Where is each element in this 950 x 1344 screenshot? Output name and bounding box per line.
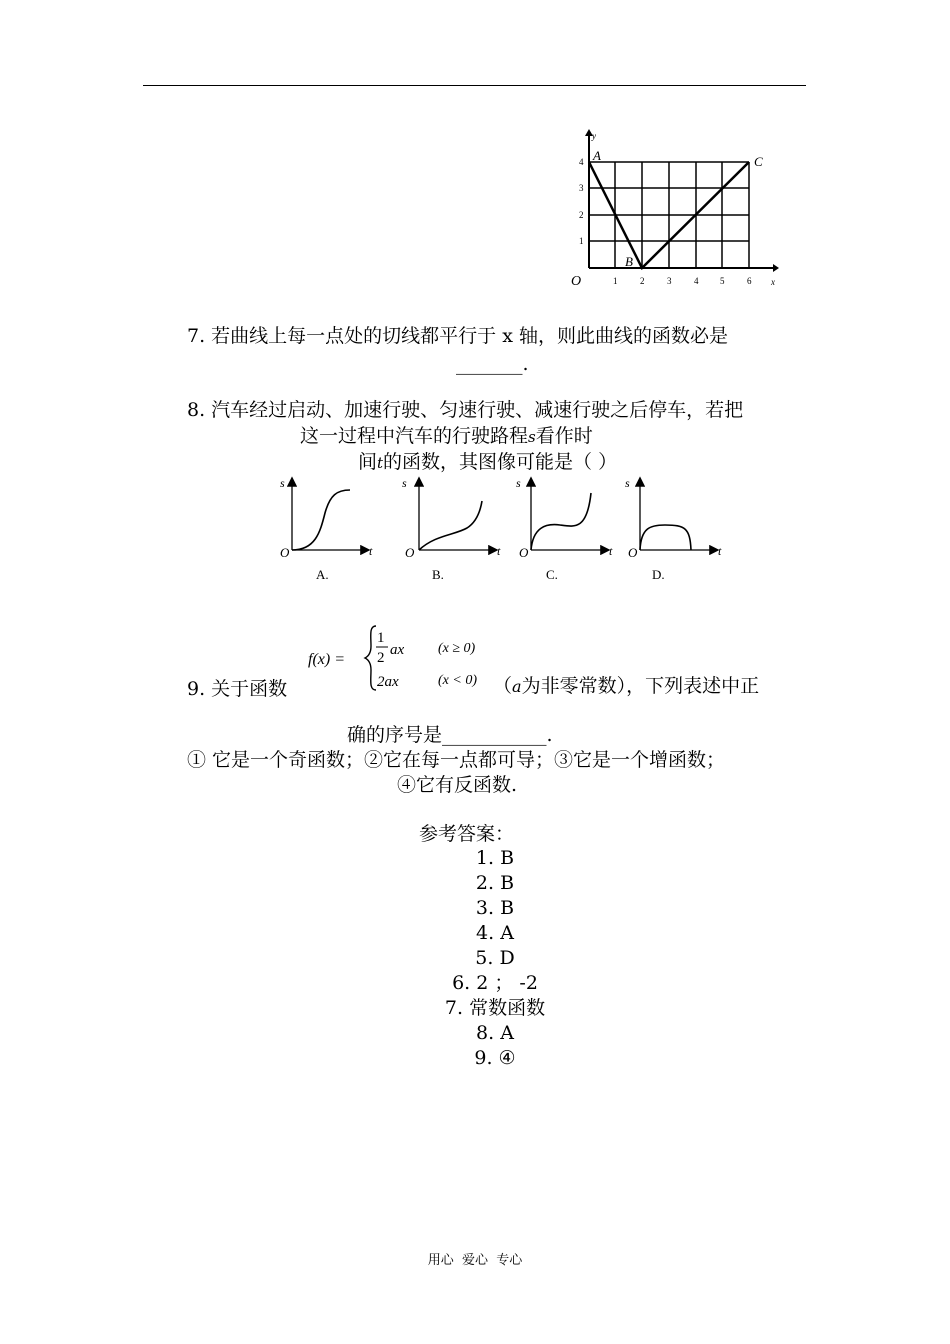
svg-text:O: O <box>628 545 638 560</box>
answer-item: 4. A <box>476 922 514 944</box>
svg-text:s: s <box>516 476 521 490</box>
answer-item: 9. ④ <box>474 1047 516 1069</box>
answer-item: 1. B <box>475 847 515 869</box>
svg-text:O: O <box>519 545 529 560</box>
q9-line2: 确的序号是___________. <box>347 724 553 746</box>
y-tick: 4 <box>579 157 584 167</box>
q7-line2: _______. <box>456 353 529 375</box>
svg-text:t: t <box>609 544 613 558</box>
origin-label: O <box>571 274 582 289</box>
graph-c <box>516 476 613 582</box>
graph-a <box>280 476 373 582</box>
svg-text:t: t <box>718 544 722 558</box>
y-tick: 2 <box>579 210 584 220</box>
x-tick: 5 <box>720 276 725 286</box>
point-b-label: B <box>625 254 633 269</box>
answer-item: 2. B <box>475 872 515 894</box>
graph-a-label: A. <box>316 567 329 582</box>
answers-list <box>395 846 595 1071</box>
graph-d <box>625 476 722 582</box>
svg-text:s: s <box>625 476 630 490</box>
x-tick: 1 <box>613 276 618 286</box>
header-rule <box>143 85 806 86</box>
svg-text:t: t <box>497 544 501 558</box>
x-axis-label: x <box>771 277 775 287</box>
svg-text:ax: ax <box>390 642 405 658</box>
abc-graph-figure <box>565 128 780 293</box>
answer-item: 7. 常数函数 <box>444 997 546 1019</box>
svg-text:t: t <box>369 544 373 558</box>
x-tick: 2 <box>640 276 645 286</box>
answers-title: 参考答案： <box>419 823 515 845</box>
y-tick: 1 <box>579 236 584 246</box>
q9-suffix: （a为非零常数），下列表述中正 <box>493 675 760 697</box>
y-tick: 3 <box>579 183 584 193</box>
q8-line1: 8. 汽车经过启动、加速行驶、匀速行驶、减速行驶之后停车，若把 <box>187 399 744 421</box>
graph-d-label: D. <box>652 567 665 582</box>
graph-b <box>402 476 501 582</box>
answer-item: 6. 2 ； -2 <box>452 972 538 994</box>
x-tick: 3 <box>667 276 672 286</box>
q9-prefix: 9. 关于函数 <box>187 678 288 700</box>
svg-text:2: 2 <box>377 650 385 666</box>
svg-text:s: s <box>402 476 407 490</box>
svg-text:2ax: 2ax <box>377 674 399 690</box>
graph-b-label: B. <box>432 567 444 582</box>
q8-graphs <box>275 473 735 588</box>
svg-text:1: 1 <box>377 630 385 646</box>
svg-text:s: s <box>280 476 285 490</box>
q9-line3: ① 它是一个奇函数；②它在每一点都可导；③它是一个增函数； <box>187 749 726 771</box>
q9-piecewise-function <box>305 622 505 694</box>
q8-line3: 间t的函数，其图像可能是（ ） <box>358 451 618 473</box>
answer-item: 5. D <box>475 947 515 969</box>
page-footer: 用心 爱心 专心 <box>427 1253 523 1268</box>
svg-text:O: O <box>280 545 290 560</box>
x-tick: 6 <box>747 276 752 286</box>
svg-text:f(x) =: f(x) = <box>308 651 345 668</box>
graph-c-label: C. <box>546 567 558 582</box>
svg-text:O: O <box>405 545 415 560</box>
y-axis-label: y <box>592 131 596 141</box>
point-a-label: A <box>593 148 601 163</box>
answer-item: 3. B <box>475 897 515 919</box>
q8-line2: 这一过程中汽车的行驶路程s看作时 <box>300 425 593 447</box>
x-tick: 4 <box>694 276 699 286</box>
q7-line1: 7. 若曲线上每一点处的切线都平行于 x 轴，则此曲线的函数必是 <box>187 325 728 347</box>
svg-text:(x < 0): (x < 0) <box>438 673 477 688</box>
q9-line4: ④它有反函数. <box>397 774 518 796</box>
point-c-label: C <box>754 154 763 169</box>
svg-text:(x ≥ 0): (x ≥ 0) <box>438 641 476 656</box>
answer-item: 8. A <box>476 1022 514 1044</box>
